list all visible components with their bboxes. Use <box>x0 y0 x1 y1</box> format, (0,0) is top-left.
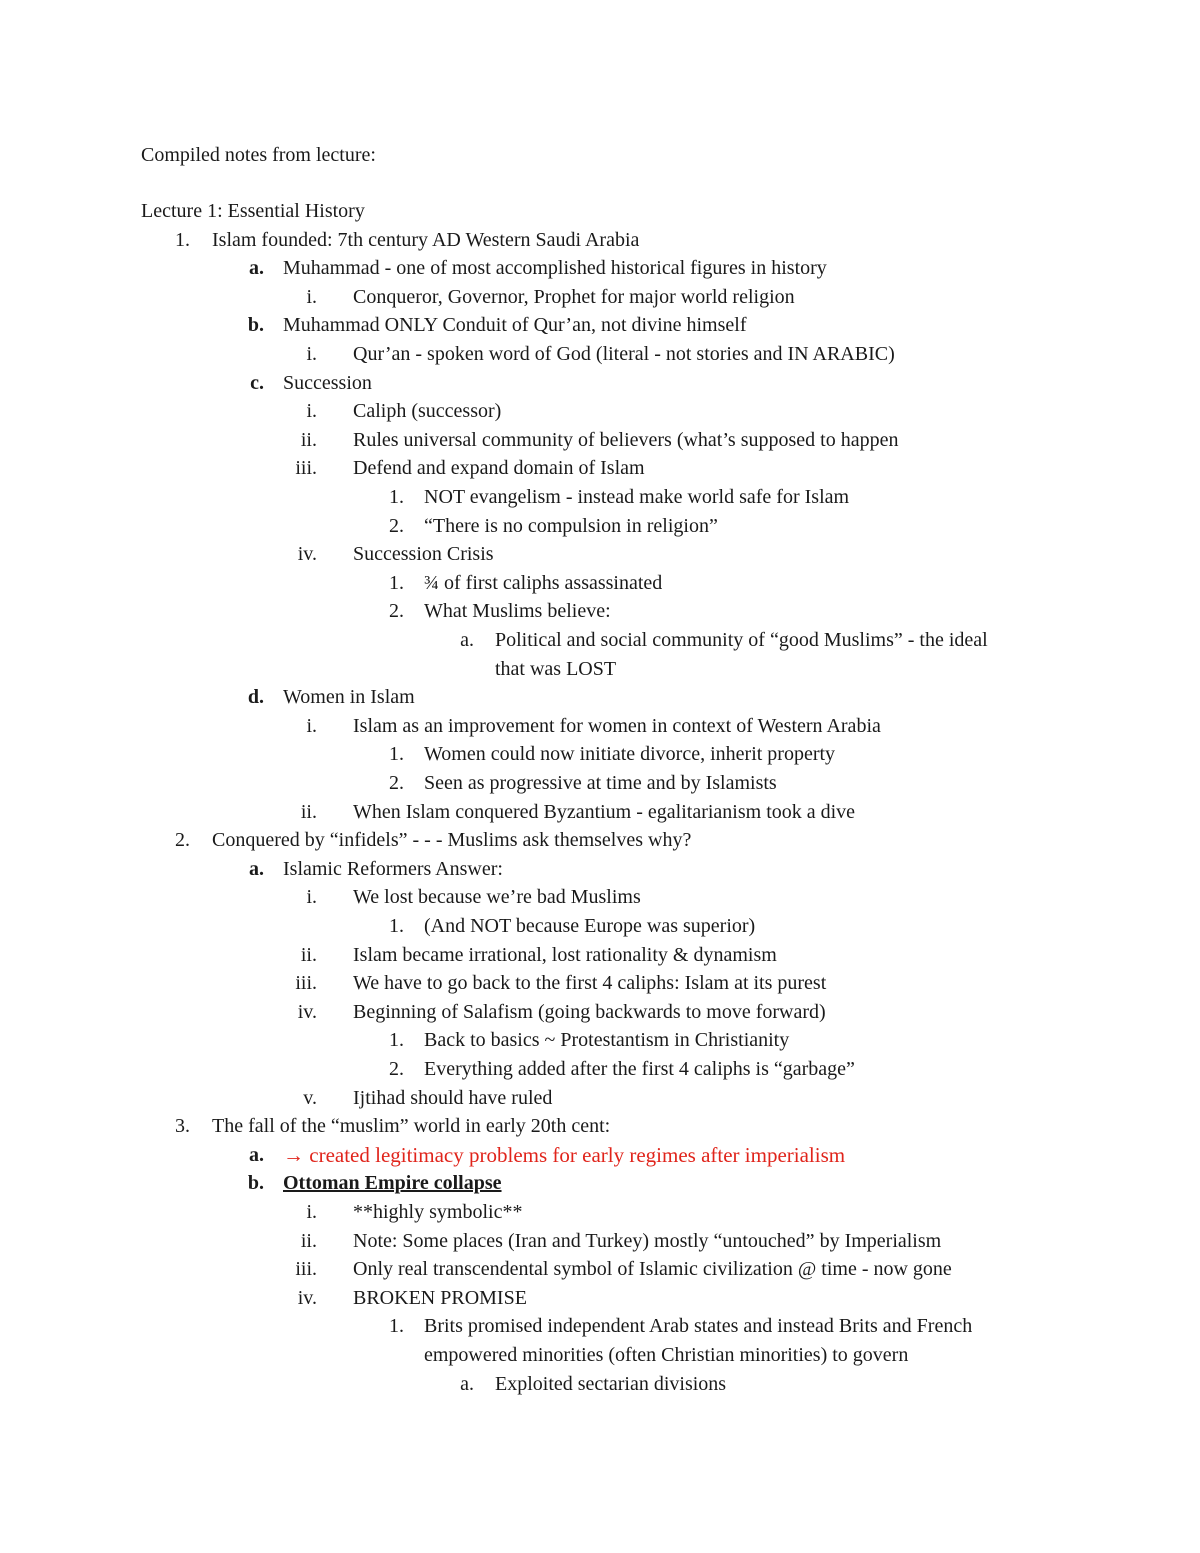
outline-item-text: Conqueror, Governor, Prophet for major world religion <box>353 286 795 308</box>
outline-item-text: Women could now initiate divorce, inherit property <box>424 743 836 765</box>
outline-item-text: Ottoman Empire collapse <box>283 1172 502 1194</box>
outline-marker: iii. <box>295 1258 317 1280</box>
outline-marker: 2. <box>389 515 404 537</box>
outline-marker: 1. <box>389 572 404 594</box>
outline-marker: i. <box>306 1201 317 1223</box>
outline-item-text: Islam as an improvement for women in context of Western Arabia <box>353 715 881 737</box>
outline-item-text: Islam founded: 7th century AD Western Saudi Arabia <box>212 229 640 251</box>
outline-marker: 2. <box>389 1058 404 1080</box>
outline-item-text: that was LOST <box>495 658 617 680</box>
outline-marker: v. <box>303 1087 317 1109</box>
outline-item-text: Only real transcendental symbol of Islamic civilization @ time - now gone <box>353 1258 952 1280</box>
outline-marker: a. <box>460 1373 474 1395</box>
document-intro: Compiled notes from lecture: <box>141 144 376 166</box>
outline-item-text: Islam became irrational, lost rationality & dynamism <box>353 944 777 966</box>
outline-item-text: Back to basics ~ Protestantism in Christianity <box>424 1029 790 1051</box>
outline-item-text: We lost because we’re bad Muslims <box>353 886 641 908</box>
outline-item-text: Defend and expand domain of Islam <box>353 457 645 479</box>
outline-marker: d. <box>247 686 264 708</box>
outline-marker: ii. <box>300 429 317 451</box>
outline-item-text: (And NOT because Europe was superior) <box>424 915 756 937</box>
outline-marker: ii. <box>300 801 317 823</box>
outline-item-text: → created legitimacy problems for early regimes after imperialism <box>283 1143 846 1167</box>
outline-marker: 2. <box>175 829 190 851</box>
outline-marker: iv. <box>297 1001 317 1023</box>
lecture-heading: Lecture 1: Essential History <box>141 200 365 222</box>
outline-item-text: Brits promised independent Arab states and instead Brits and French <box>424 1315 973 1337</box>
outline-marker: a. <box>249 858 264 880</box>
outline-marker: 1. <box>389 1315 404 1337</box>
outline-item-text: Muhammad ONLY Conduit of Qur’an, not divine himself <box>283 314 747 336</box>
outline-marker: i. <box>306 715 317 737</box>
outline-marker: a. <box>249 257 264 279</box>
outline-item-text: Everything added after the first 4 caliphs is “garbage” <box>424 1058 855 1080</box>
outline-item-text: Seen as progressive at time and by Islamists <box>424 772 777 794</box>
outline-item-text: When Islam conquered Byzantium - egalitarianism took a dive <box>353 801 856 823</box>
outline-marker: 1. <box>389 1029 404 1051</box>
outline-item-text: Rules universal community of believers (what’s supposed to happen <box>353 429 899 451</box>
outline-marker: i. <box>306 286 317 308</box>
outline-marker: a. <box>460 629 474 651</box>
outline-marker: 2. <box>389 600 404 622</box>
outline-marker: 1. <box>175 229 190 251</box>
outline-marker: 2. <box>389 772 404 794</box>
outline-marker: a. <box>249 1144 264 1166</box>
outline-item-text: BROKEN PROMISE <box>353 1287 527 1309</box>
outline-marker: ii. <box>300 1230 317 1252</box>
outline-marker: 1. <box>389 486 404 508</box>
outline-marker: i. <box>306 400 317 422</box>
outline-marker: b. <box>247 314 264 336</box>
outline-marker: ii. <box>300 944 317 966</box>
outline-item-text: Ijtihad should have ruled <box>353 1087 553 1109</box>
outline-item-text: What Muslims believe: <box>424 600 611 622</box>
outline-marker: 1. <box>389 743 404 765</box>
outline-item-text: “There is no compulsion in religion” <box>424 515 718 537</box>
outline-item-text: Exploited sectarian divisions <box>495 1373 727 1395</box>
outline-marker: 3. <box>175 1115 190 1137</box>
outline-item-text: **highly symbolic** <box>353 1201 523 1223</box>
outline-marker: i. <box>306 886 317 908</box>
outline-item-text: Qur’an - spoken word of God (literal - not stories and IN ARABIC) <box>353 343 895 365</box>
outline-marker: c. <box>250 372 264 394</box>
outline-item-text: Muhammad - one of most accomplished historical figures in history <box>283 257 827 279</box>
outline-item-text: Note: Some places (Iran and Turkey) mostly “untouched” by Imperialism <box>353 1230 942 1252</box>
outline-item-text: We have to go back to the first 4 caliphs: Islam at its purest <box>353 972 827 994</box>
outline-item-text: Succession Crisis <box>353 543 494 565</box>
outline-marker: iv. <box>297 543 317 565</box>
outline-marker: i. <box>306 343 317 365</box>
outline-marker: iii. <box>295 972 317 994</box>
outline-item-text: NOT evangelism - instead make world safe for Islam <box>424 486 850 508</box>
outline-item-text: Women in Islam <box>283 686 415 708</box>
outline-item-text: ¾ of first caliphs assassinated <box>424 572 663 594</box>
outline-item-text: Conquered by “infidels” - - - Muslims ask themselves why? <box>212 829 692 851</box>
outline-item-text: Beginning of Salafism (going backwards to move forward) <box>353 1001 826 1023</box>
outline-item-text: Political and social community of “good Muslims” - the ideal <box>495 629 988 651</box>
outline-marker: iii. <box>295 457 317 479</box>
outline-item-text: Islamic Reformers Answer: <box>283 858 503 880</box>
outline-item-text: Succession <box>283 372 372 394</box>
outline-marker: 1. <box>389 915 404 937</box>
outline-marker: iv. <box>297 1287 317 1309</box>
outline-item-text: Caliph (successor) <box>353 400 502 422</box>
outline-item-text: empowered minorities (often Christian minorities) to govern <box>424 1344 909 1366</box>
outline-marker: b. <box>247 1172 264 1194</box>
outline-item-text: The fall of the “muslim” world in early 20th cent: <box>212 1115 611 1137</box>
